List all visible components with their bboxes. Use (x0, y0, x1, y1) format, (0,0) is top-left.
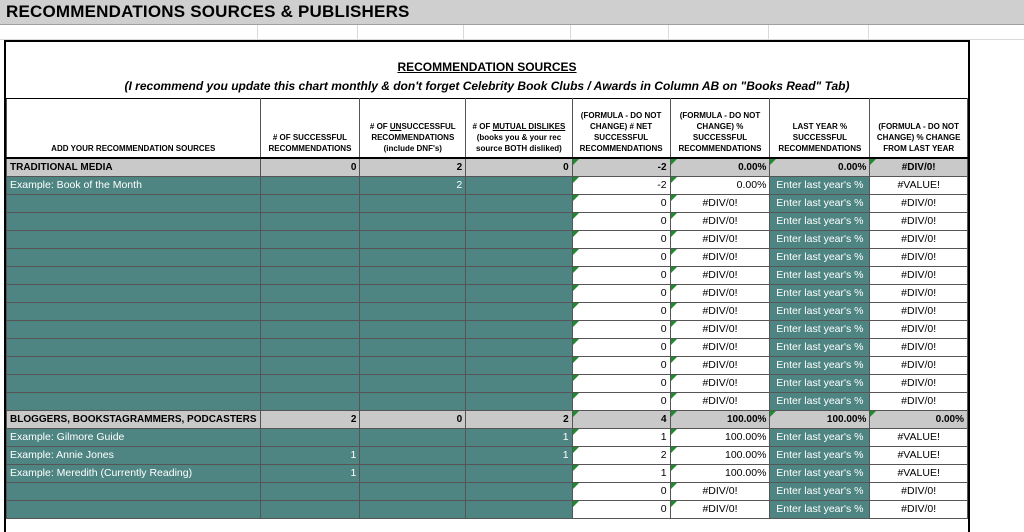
net-successful-cell[interactable]: -2 (572, 176, 670, 194)
mutual-dislikes-cell[interactable] (466, 212, 572, 230)
net-successful-cell[interactable]: 0 (572, 356, 670, 374)
source-cell[interactable] (7, 194, 261, 212)
pct-change-cell[interactable]: #DIV/0! (870, 356, 968, 374)
header-successful[interactable]: # OF SUCCESSFUL RECOMMENDATIONS (260, 99, 360, 158)
mutual-dislikes-cell[interactable]: 0 (466, 158, 572, 177)
successful-cell[interactable] (260, 392, 360, 410)
last-year-pct-cell[interactable]: Enter last year's % (770, 338, 870, 356)
unsuccessful-cell[interactable] (360, 266, 466, 284)
mutual-dislikes-cell[interactable] (466, 464, 572, 482)
header-row (7, 99, 968, 158)
source-cell[interactable]: Example: Annie Jones (7, 446, 261, 464)
successful-cell[interactable] (260, 374, 360, 392)
pct-successful-cell[interactable]: #DIV/0! (670, 230, 770, 248)
pct-change-cell[interactable]: #DIV/0! (870, 338, 968, 356)
pct-successful-cell[interactable]: #DIV/0! (670, 302, 770, 320)
unsuccessful-cell[interactable] (360, 230, 466, 248)
net-successful-cell[interactable]: 0 (572, 248, 670, 266)
pct-change-cell[interactable]: #DIV/0! (870, 230, 968, 248)
pct-change-cell[interactable]: #DIV/0! (870, 374, 968, 392)
unsuccessful-cell[interactable] (360, 428, 466, 446)
table-row (7, 428, 968, 446)
last-year-pct-cell[interactable]: Enter last year's % (770, 230, 870, 248)
mutual-dislikes-cell[interactable] (466, 374, 572, 392)
net-successful-cell[interactable]: 0 (572, 320, 670, 338)
pct-successful-cell[interactable]: #DIV/0! (670, 284, 770, 302)
unsuccessful-cell[interactable] (360, 356, 466, 374)
successful-cell[interactable] (260, 284, 360, 302)
table-row (7, 230, 968, 248)
successful-cell[interactable] (260, 482, 360, 500)
source-cell[interactable] (7, 284, 261, 302)
table-row (7, 302, 968, 320)
source-cell[interactable]: TRADITIONAL MEDIA (7, 158, 261, 177)
sheet-title: RECOMMENDATIONS SOURCES & PUBLISHERS (6, 2, 410, 21)
pct-change-cell[interactable]: #VALUE! (870, 446, 968, 464)
table-row (7, 446, 968, 464)
table-row (7, 266, 968, 284)
net-successful-cell[interactable]: 2 (572, 446, 670, 464)
successful-cell[interactable]: 1 (260, 446, 360, 464)
pct-successful-cell[interactable]: #DIV/0! (670, 248, 770, 266)
last-year-pct-cell[interactable]: Enter last year's % (770, 266, 870, 284)
successful-cell[interactable] (260, 230, 360, 248)
successful-cell[interactable]: 0 (260, 158, 360, 177)
table-row (7, 284, 968, 302)
net-successful-cell[interactable]: 0 (572, 266, 670, 284)
table-row (7, 482, 968, 500)
successful-cell[interactable] (260, 212, 360, 230)
mutual-dislikes-cell[interactable] (466, 320, 572, 338)
source-cell[interactable] (7, 482, 261, 500)
last-year-pct-cell[interactable]: 100.00% (770, 410, 870, 428)
pct-successful-cell[interactable]: 100.00% (670, 410, 770, 428)
unsuccessful-cell[interactable] (360, 248, 466, 266)
unsuccessful-cell[interactable] (360, 212, 466, 230)
mutual-dislikes-cell[interactable]: 1 (466, 446, 572, 464)
table-row (7, 248, 968, 266)
unsuccessful-cell[interactable] (360, 338, 466, 356)
section-row (7, 410, 968, 428)
last-year-pct-cell[interactable]: Enter last year's % (770, 320, 870, 338)
table-row (7, 464, 968, 482)
source-cell[interactable]: Example: Gilmore Guide (7, 428, 261, 446)
net-successful-cell[interactable]: 0 (572, 212, 670, 230)
last-year-pct-cell[interactable]: Enter last year's % (770, 446, 870, 464)
mutual-dislikes-cell[interactable] (466, 194, 572, 212)
table-row (7, 338, 968, 356)
pct-change-cell[interactable]: #DIV/0! (870, 500, 968, 518)
pct-change-cell[interactable]: #DIV/0! (870, 284, 968, 302)
successful-cell[interactable] (260, 428, 360, 446)
mutual-dislikes-cell[interactable] (466, 356, 572, 374)
net-successful-cell[interactable]: 1 (572, 428, 670, 446)
source-cell[interactable] (7, 212, 261, 230)
last-year-pct-cell[interactable]: Enter last year's % (770, 356, 870, 374)
unsuccessful-cell[interactable] (360, 392, 466, 410)
header-mutual-dislikes[interactable]: # OF MUTUAL DISLIKES (books you & your rec source BOTH disliked) (466, 99, 572, 158)
pct-successful-cell[interactable]: #DIV/0! (670, 356, 770, 374)
pct-change-cell[interactable]: #VALUE! (870, 464, 968, 482)
last-year-pct-cell[interactable]: Enter last year's % (770, 248, 870, 266)
unsuccessful-cell[interactable]: 2 (360, 158, 466, 177)
pct-change-cell[interactable]: #DIV/0! (870, 302, 968, 320)
successful-cell[interactable]: 1 (260, 464, 360, 482)
pct-change-cell[interactable]: 0.00% (870, 410, 968, 428)
mutual-dislikes-cell[interactable] (466, 302, 572, 320)
pct-successful-cell[interactable]: 100.00% (670, 446, 770, 464)
net-successful-cell[interactable]: 0 (572, 284, 670, 302)
header-pct-change[interactable]: (FORMULA - DO NOT CHANGE) % CHANGE FROM LAST YEAR (870, 99, 968, 158)
net-successful-cell[interactable]: 4 (572, 410, 670, 428)
mutual-dislikes-cell[interactable]: 2 (466, 410, 572, 428)
chart-subtitle: (I recommend you update this chart monthly & don't forget Celebrity Book Clubs / Awards in Column AB on "Books Read" Tab) (124, 79, 850, 93)
successful-cell[interactable] (260, 356, 360, 374)
table-row (7, 194, 968, 212)
header-net-successful[interactable]: (FORMULA - DO NOT CHANGE) # NET SUCCESSFUL RECOMMENDATIONS (572, 99, 670, 158)
unsuccessful-cell[interactable] (360, 374, 466, 392)
source-cell[interactable] (7, 356, 261, 374)
net-successful-cell[interactable]: -2 (572, 158, 670, 177)
mutual-dislikes-cell[interactable]: 1 (466, 428, 572, 446)
pct-successful-cell[interactable]: #DIV/0! (670, 374, 770, 392)
unsuccessful-cell[interactable] (360, 320, 466, 338)
header-unsuccessful[interactable]: # OF UNSUCCESSFUL RECOMMENDATIONS (include DNF's) (360, 99, 466, 158)
pct-successful-cell[interactable]: #DIV/0! (670, 500, 770, 518)
mutual-dislikes-cell[interactable] (466, 266, 572, 284)
pct-successful-cell[interactable]: 100.00% (670, 428, 770, 446)
source-cell[interactable]: Example: Book of the Month (7, 176, 261, 194)
successful-cell[interactable] (260, 338, 360, 356)
table-row (7, 500, 968, 518)
pct-change-cell[interactable]: #DIV/0! (870, 482, 968, 500)
source-cell[interactable] (7, 374, 261, 392)
unsuccessful-cell[interactable] (360, 500, 466, 518)
unsuccessful-cell[interactable] (360, 482, 466, 500)
unsuccessful-cell[interactable] (360, 284, 466, 302)
mutual-dislikes-cell[interactable] (466, 338, 572, 356)
table-row (7, 374, 968, 392)
source-cell[interactable] (7, 302, 261, 320)
unsuccessful-cell[interactable] (360, 464, 466, 482)
table-row (7, 320, 968, 338)
table-row (7, 176, 968, 194)
last-year-pct-cell[interactable]: 0.00% (770, 158, 870, 177)
pct-change-cell[interactable]: #VALUE! (870, 428, 968, 446)
source-cell[interactable] (7, 500, 261, 518)
pct-change-cell[interactable]: #DIV/0! (870, 392, 968, 410)
pct-successful-cell[interactable]: #DIV/0! (670, 338, 770, 356)
unsuccessful-cell[interactable] (360, 446, 466, 464)
pct-successful-cell[interactable]: #DIV/0! (670, 320, 770, 338)
pct-change-cell[interactable]: #DIV/0! (870, 158, 968, 177)
table-row (7, 356, 968, 374)
last-year-pct-cell[interactable]: Enter last year's % (770, 374, 870, 392)
table-row (7, 212, 968, 230)
pct-successful-cell[interactable]: #DIV/0! (670, 392, 770, 410)
last-year-pct-cell[interactable]: Enter last year's % (770, 194, 870, 212)
source-cell[interactable] (7, 392, 261, 410)
unsuccessful-cell[interactable] (360, 302, 466, 320)
successful-cell[interactable]: 2 (260, 410, 360, 428)
source-cell[interactable] (7, 248, 261, 266)
pct-change-cell[interactable]: #DIV/0! (870, 266, 968, 284)
spacer-row (0, 25, 1024, 40)
last-year-pct-cell[interactable]: Enter last year's % (770, 428, 870, 446)
pct-change-cell[interactable]: #DIV/0! (870, 194, 968, 212)
table-row (7, 392, 968, 410)
successful-cell[interactable] (260, 320, 360, 338)
unsuccessful-cell[interactable] (360, 194, 466, 212)
mutual-dislikes-cell[interactable] (466, 392, 572, 410)
source-cell[interactable] (7, 230, 261, 248)
last-year-pct-cell[interactable]: Enter last year's % (770, 482, 870, 500)
pct-successful-cell[interactable]: 100.00% (670, 464, 770, 482)
recommendation-sources-chart (4, 40, 970, 532)
source-cell[interactable]: BLOGGERS, BOOKSTAGRAMMERS, PODCASTERS (7, 410, 261, 428)
last-year-pct-cell[interactable]: Enter last year's % (770, 392, 870, 410)
successful-cell[interactable] (260, 248, 360, 266)
pct-change-cell[interactable]: #DIV/0! (870, 248, 968, 266)
net-successful-cell[interactable]: 0 (572, 230, 670, 248)
mutual-dislikes-cell[interactable] (466, 482, 572, 500)
pct-successful-cell[interactable]: #DIV/0! (670, 194, 770, 212)
net-successful-cell[interactable]: 0 (572, 374, 670, 392)
net-successful-cell[interactable]: 0 (572, 500, 670, 518)
pct-successful-cell[interactable]: #DIV/0! (670, 212, 770, 230)
section-row (7, 158, 968, 177)
net-successful-cell[interactable]: 0 (572, 302, 670, 320)
pct-change-cell[interactable]: #DIV/0! (870, 212, 968, 230)
sheet-title-bar (0, 0, 1024, 25)
unsuccessful-cell[interactable]: 0 (360, 410, 466, 428)
source-cell[interactable]: Example: Meredith (Currently Reading) (7, 464, 261, 482)
last-year-pct-cell[interactable]: Enter last year's % (770, 500, 870, 518)
pct-successful-cell[interactable]: #DIV/0! (670, 266, 770, 284)
last-year-pct-cell[interactable]: Enter last year's % (770, 212, 870, 230)
net-successful-cell[interactable]: 1 (572, 464, 670, 482)
unsuccessful-cell[interactable]: 2 (360, 176, 466, 194)
recommendation-table (6, 98, 968, 519)
source-cell[interactable] (7, 266, 261, 284)
header-last-year-pct[interactable]: LAST YEAR % SUCCESSFUL RECOMMENDATIONS (770, 99, 870, 158)
pct-successful-cell[interactable]: 0.00% (670, 176, 770, 194)
mutual-dislikes-cell[interactable] (466, 248, 572, 266)
successful-cell[interactable] (260, 176, 360, 194)
source-cell[interactable] (7, 338, 261, 356)
mutual-dislikes-cell[interactable] (466, 500, 572, 518)
net-successful-cell[interactable]: 0 (572, 392, 670, 410)
chart-title: RECOMMENDATION SOURCES (397, 60, 577, 74)
net-successful-cell[interactable]: 0 (572, 338, 670, 356)
successful-cell[interactable] (260, 302, 360, 320)
last-year-pct-cell[interactable]: Enter last year's % (770, 284, 870, 302)
mutual-dislikes-cell[interactable] (466, 230, 572, 248)
last-year-pct-cell[interactable]: Enter last year's % (770, 464, 870, 482)
net-successful-cell[interactable]: 0 (572, 482, 670, 500)
pct-successful-cell[interactable]: 0.00% (670, 158, 770, 177)
mutual-dislikes-cell[interactable] (466, 284, 572, 302)
last-year-pct-cell[interactable]: Enter last year's % (770, 302, 870, 320)
pct-successful-cell[interactable]: #DIV/0! (670, 482, 770, 500)
header-pct-successful[interactable]: (FORMULA - DO NOT CHANGE) % SUCCESSFUL RECOMMENDATIONS (670, 99, 770, 158)
header-source[interactable]: ADD YOUR RECOMMENDATION SOURCES (7, 99, 261, 158)
successful-cell[interactable] (260, 500, 360, 518)
last-year-pct-cell[interactable]: Enter last year's % (770, 176, 870, 194)
mutual-dislikes-cell[interactable] (466, 176, 572, 194)
pct-change-cell[interactable]: #VALUE! (870, 176, 968, 194)
successful-cell[interactable] (260, 194, 360, 212)
net-successful-cell[interactable]: 0 (572, 194, 670, 212)
pct-change-cell[interactable]: #DIV/0! (870, 320, 968, 338)
successful-cell[interactable] (260, 266, 360, 284)
source-cell[interactable] (7, 320, 261, 338)
